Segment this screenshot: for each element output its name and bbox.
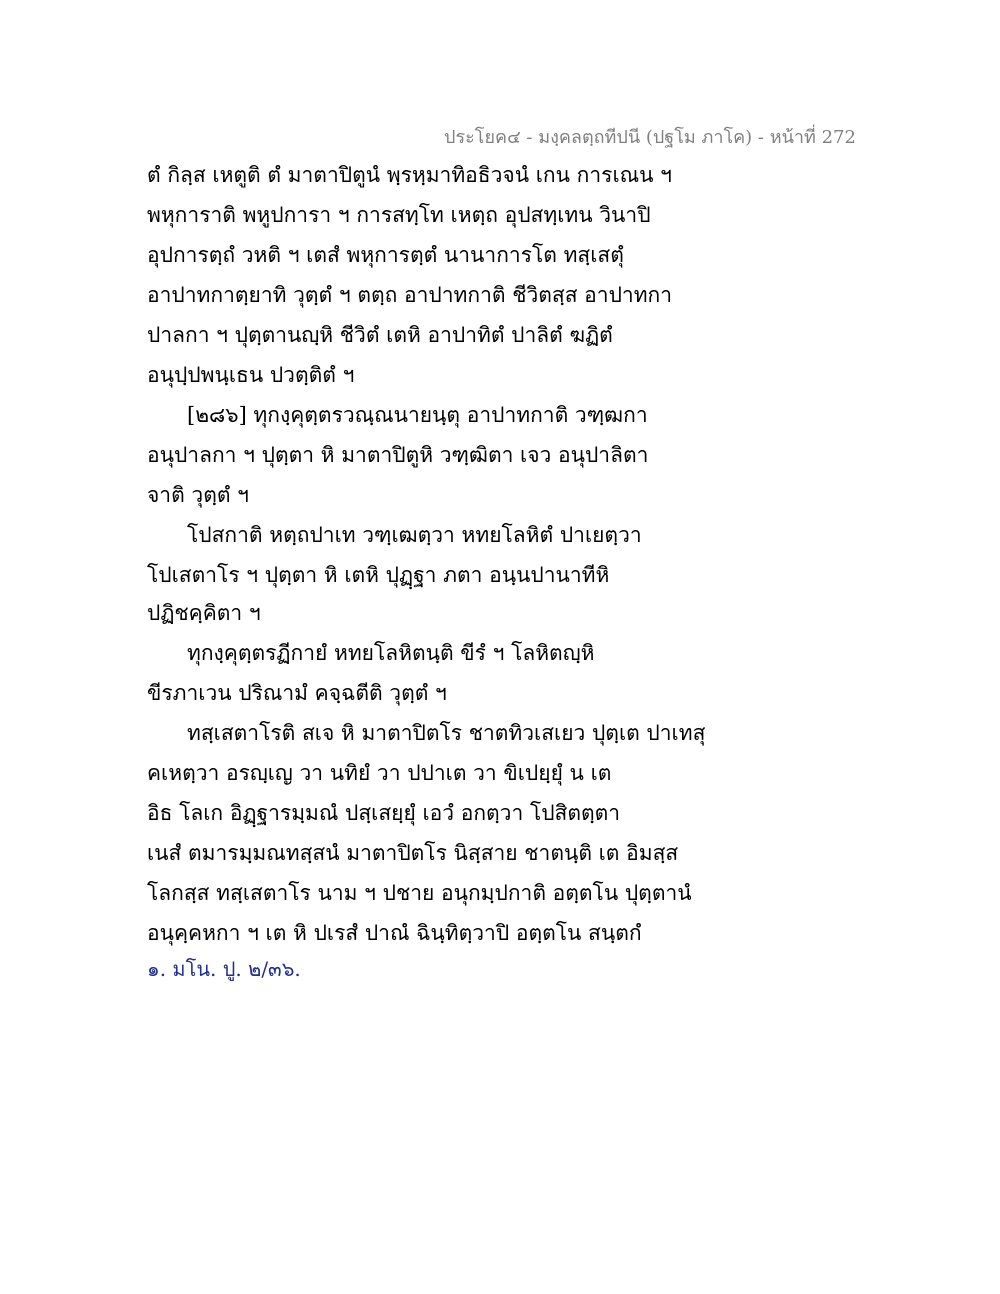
body-line-2: พหุการาติ พหูปการา ฯ การสทฺโท เหตฺถ อุปสทฺเทน วินาปิ (147, 203, 651, 227)
body-line-7: [๒๘๖] ทุกงฺคุตฺตรวณฺณนายนฺตุ อาปาทกาติ วฑฺฒกา (187, 403, 648, 427)
body-line-12: ปฏิชคฺคิตา ฯ (147, 601, 261, 625)
body-line-18: เนสํ ตมารมฺมณทสฺสนํ มาตาปิตโร นิสฺสาย ชาตนฺติ เต อิมสฺส (147, 841, 679, 865)
body-line-11: โปเสตาโร ฯ ปุตฺตา หิ เตหิ ปุฏฺฐา ภตา อนฺนปานาทีหิ (147, 563, 610, 587)
body-line-20: อนุคฺคหกา ฯ เต หิ ปเรสํ ปาณํ ฉินฺทิตฺวาปิ อตฺตโน สนฺตกํ (147, 921, 642, 945)
body-line-4: อาปาทกาตฺยาทิ วุตฺตํ ฯ ตตฺถ อาปาทกาติ ชีวิตสฺส อาปาทกา (147, 283, 673, 307)
header-text: ประโยค๔ - มงฺคลตฺถทีปนี (ปฐโม ภาโค) - หน้าที่ 272 (444, 127, 856, 148)
body-line-1: ตํ กิลฺส เหตูติ ตํ มาตาปิตูนํ พฺรหฺมาทิอธิวจนํ เกน การเณน ฯ (147, 163, 672, 187)
page-header (0, 122, 1000, 151)
body-line-13: ทุกงฺคุตฺตรฏีกายํ หทยโลหิตนฺติ ขีรํ ฯ โลหิตญฺหิ (187, 641, 595, 665)
body-line-17: อิธ โลเก อิฏฺฐารมฺมณํ ปสฺเสยฺยุํ เอวํ อกตฺวา โปสิตตฺตา (147, 801, 621, 825)
body-line-10: โปสกาติ หตฺถปาเท วฑฺเฒตฺวา หทยโลหิตํ ปาเยตฺวา (187, 523, 642, 547)
body-line-9: จาติ วุตฺตํ ฯ (147, 483, 249, 507)
body-line-15: ทสฺเสตาโรติ สเจ หิ มาตาปิตโร ชาตทิวเสเยว ปุตฺเต ปาเทสุ (187, 721, 706, 745)
body-line-16: คเหตฺวา อรญฺเญ วา นทิยํ วา ปปาเต วา ขิเปยฺยุํ น เต (147, 761, 612, 785)
body-line-8: อนุปาลกา ฯ ปุตฺตา หิ มาตาปิตูหิ วฑฺฒิตา เจว อนุปาลิตา (147, 443, 649, 467)
body-line-3: อุปการตฺถํ วหติ ฯ เตสํ พหุการตฺตํ นานาการโต ทสฺเสตุํ (147, 243, 624, 267)
footnote: ๑. มโน. ปู. ๒/๓๖. (147, 957, 301, 981)
body-line-19: โลกสฺส ทสฺเสตาโร นาม ฯ ปชาย อนุกมฺปกาติ อตฺตโน ปุตฺตานํ (147, 881, 692, 905)
body-line-5: ปาลกา ฯ ปุตฺตานญฺหิ ชีวิตํ เตหิ อาปาทิตํ ปาลิตํ ฆฏิตํ (147, 323, 613, 347)
body-line-14: ขีรภาเวน ปริณามํ คจฺฉตีติ วุตฺตํ ฯ (147, 681, 447, 705)
body-line-6: อนุปฺปพนฺเธน ปวตฺติตํ ฯ (147, 363, 355, 387)
